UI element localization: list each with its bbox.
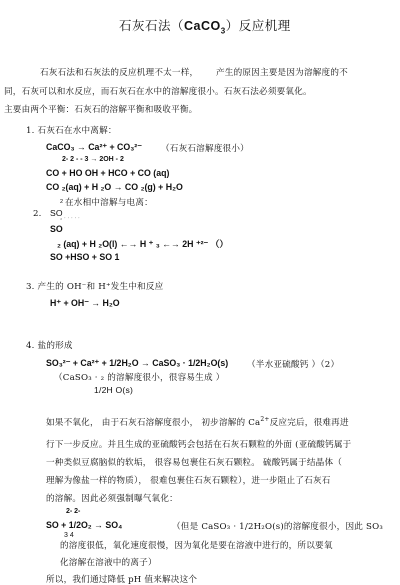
title-formula: CaCO xyxy=(184,19,221,33)
oxidation-line-2: 的溶度很低，氧化速度很慢，因为氧化是要在溶液中进行的，所以要氧 xyxy=(60,541,333,551)
section-1-eq-3: CO ₂(aq) + H ₂O → CO ₂(g) + H₂O xyxy=(46,182,183,192)
page-title xyxy=(119,16,291,36)
section-1-eq-1: CaCO₃ → Ca²⁺ + CO₃²⁻ xyxy=(46,142,142,152)
section-2-so-top: SO xyxy=(50,208,63,218)
section-2-tiny-marks: ₂ · · · · · xyxy=(60,216,80,222)
title-formula-sub: 3 xyxy=(220,26,226,36)
section-2-number: 2. xyxy=(33,209,42,219)
section-1-eq-2-superscripts: 2- 2 - - 3 → 2OH - 2 xyxy=(62,156,124,163)
paragraph-line-1-sup: 2+ xyxy=(260,416,270,424)
title-suffix: ）反应机理 xyxy=(225,18,291,33)
section-4-eq-1-note: （半水亚硫酸钙 ）（2） xyxy=(247,360,340,370)
intro-line-3: 主要由两个平衡：石灰石的溶解平衡和吸收平衡。 xyxy=(4,105,198,115)
section-1-eq-1-note: （石灰石溶解度很小） xyxy=(161,144,249,154)
paragraph-line-5: 的溶解。因此必须强制曝气氧化： xyxy=(46,494,178,504)
paragraph-line-2: 行下一步反应。并且生成的亚硫酸钙会包括在石灰石颗粒的外面 (亚硫酸钙属于 xyxy=(46,440,352,450)
bottom-cut-line: 所以，我们通过降低 pH 值来解决这个 xyxy=(46,575,198,585)
section-4-eq-1: SO₃²⁻ + Ca²⁺ + 1/2H₂O → CaSO₃ · 1/2H₂O(s) xyxy=(46,358,229,368)
oxidation-subscripts: 3 4 xyxy=(64,532,74,539)
paragraph-line-1a: 如果不氧化， 由于石灰石溶解度很小， 初步溶解的 Ca xyxy=(46,418,261,428)
section-2-so2: SO xyxy=(50,224,63,234)
intro-line-2: 同，石灰可以和水反应，而石灰石在水中的溶解度很小。石灰石法必须要氧化。 xyxy=(4,87,312,97)
oxidation-line-3: 化溶解在溶液中的离子） xyxy=(60,558,157,568)
paragraph-line-1b: 反应完后，很难再进 xyxy=(269,418,349,428)
section-2-heading-text: 在水相中溶解与电离： xyxy=(65,198,153,208)
section-4-eq-1-c: 1/2H O(s) xyxy=(94,385,134,395)
paragraph-line-4: 理解为像盐一样的物质）， 很难包裹住石灰石颗粒），进一步阻止了石灰石 xyxy=(46,476,331,486)
section-2-eq-line: ₂ (aq) + H ₂O(l) ←→ H ⁺ ₃ ←→ 2H ⁺²⁻ （） xyxy=(57,239,229,249)
title-prefix: 石灰石法（ xyxy=(119,18,185,33)
section-3-heading: 3. 产生的 OH⁻和 H⁺发生中和反应 xyxy=(26,282,164,292)
section-2-eq-line-bottom: SO +HSO + SO 1 xyxy=(50,252,120,262)
section-1-heading: 1. 石灰石在水中离解： xyxy=(26,126,117,136)
section-2-subscript: 2 xyxy=(60,199,64,205)
oxidation-superscripts: 2- 2- xyxy=(66,508,81,515)
section-3-eq: H⁺ + OH⁻ → H₂O xyxy=(50,298,120,308)
section-4-eq-1-b: （CaSO₃ · ₂ 的溶解度很小，很容易生成 ） xyxy=(54,373,225,383)
intro-line-1a: 石灰石法和石灰法的反应机理不太一样， xyxy=(40,68,199,78)
paragraph-line-3: 一种类似豆腐脑似的软垢， 很容易包裹住石灰石颗粒。 硫酸钙属于结晶体（ xyxy=(46,458,343,468)
oxidation-eq: SO + 1/2O₂ → SO₄ xyxy=(46,520,123,530)
intro-line-1b: 产生的原因主要是因为溶解度的不 xyxy=(216,68,348,78)
section-1-eq-2: CO + HO OH + HCO + CO (aq) xyxy=(46,168,170,178)
paragraph-line-1 xyxy=(46,416,349,428)
section-4-heading: 4. 盐的形成 xyxy=(26,341,73,351)
oxidation-note: （但是 CaSO₃ · 1/2H₂O(s)的溶解度很小，因此 SO₃ xyxy=(172,522,383,532)
